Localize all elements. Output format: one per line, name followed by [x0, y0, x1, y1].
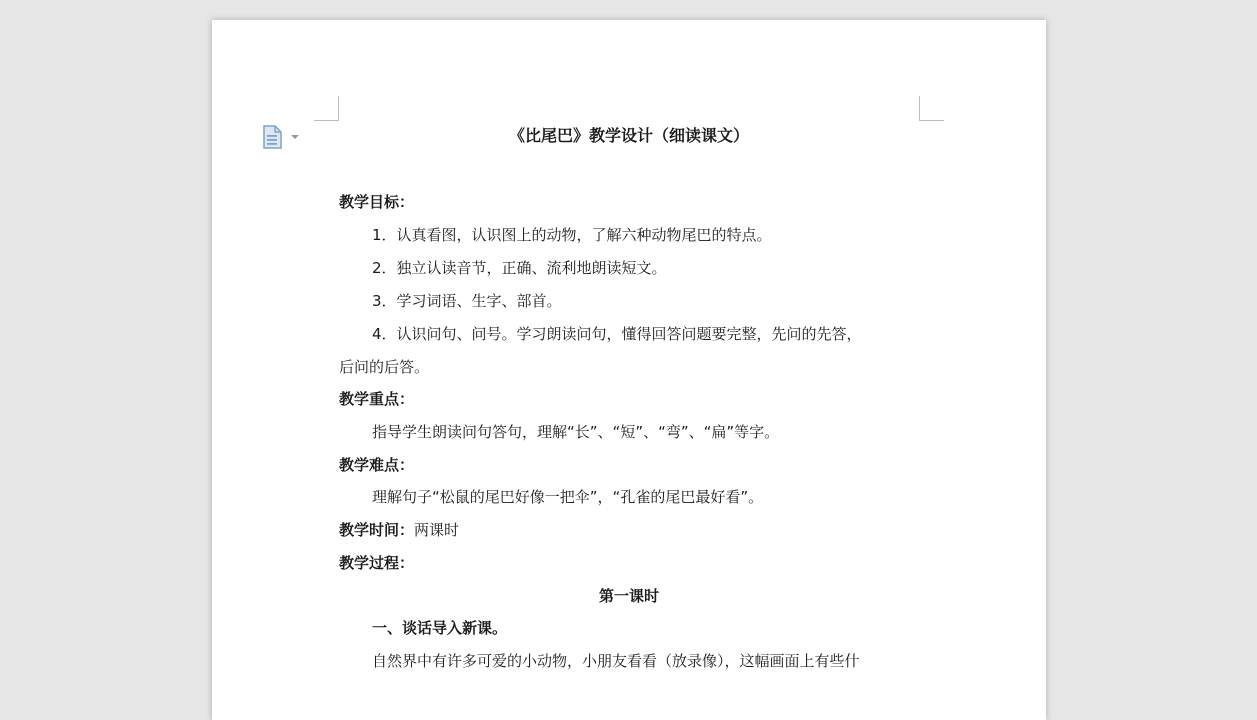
margin-corner-top-right [919, 96, 944, 121]
process-heading: 教学过程： [339, 554, 415, 572]
objectives-heading: 教学目标： [339, 193, 415, 211]
key-points-heading: 教学重点： [339, 390, 415, 408]
document-icon [262, 124, 284, 150]
document-page [212, 20, 1046, 720]
time-heading: 教学时间： [339, 521, 415, 539]
objective-item: 2．独立认读音节，正确、流利地朗读短文。 [372, 259, 667, 277]
time-value: 两课时 [414, 521, 460, 539]
margin-corner-top-left [314, 96, 339, 121]
difficulties-text: 理解句子“松鼠的尾巴好像一把伞”，“孔雀的尾巴最好看”。 [372, 488, 764, 506]
teaching-time [339, 520, 459, 540]
difficulties-heading: 教学难点： [339, 456, 415, 474]
document-menu-button[interactable] [262, 124, 302, 150]
objective-item: 3．学习词语、生字、部首。 [372, 292, 562, 310]
document-title: 《比尾巴》教学设计（细读课文） [508, 126, 749, 145]
section-title: 一、谈话导入新课。 [372, 619, 508, 637]
caret-down-icon [290, 124, 300, 150]
objective-item-continuation: 后问的后答。 [339, 358, 430, 376]
objective-item: 4．认识问句、问号。学习朗读问句，懂得回答问题要完整，先问的先答， [372, 325, 862, 343]
objective-item: 1．认真看图，认识图上的动物，了解六种动物尾巴的特点。 [372, 226, 772, 244]
lesson-title: 第一课时 [598, 587, 659, 605]
key-points-text: 指导学生朗读问句答句，理解“长”、“短”、“弯”、“扁”等字。 [372, 423, 780, 441]
body-paragraph: 自然界中有许多可爱的小动物，小朋友看看（放录像），这幅画面上有些什 [372, 652, 860, 670]
